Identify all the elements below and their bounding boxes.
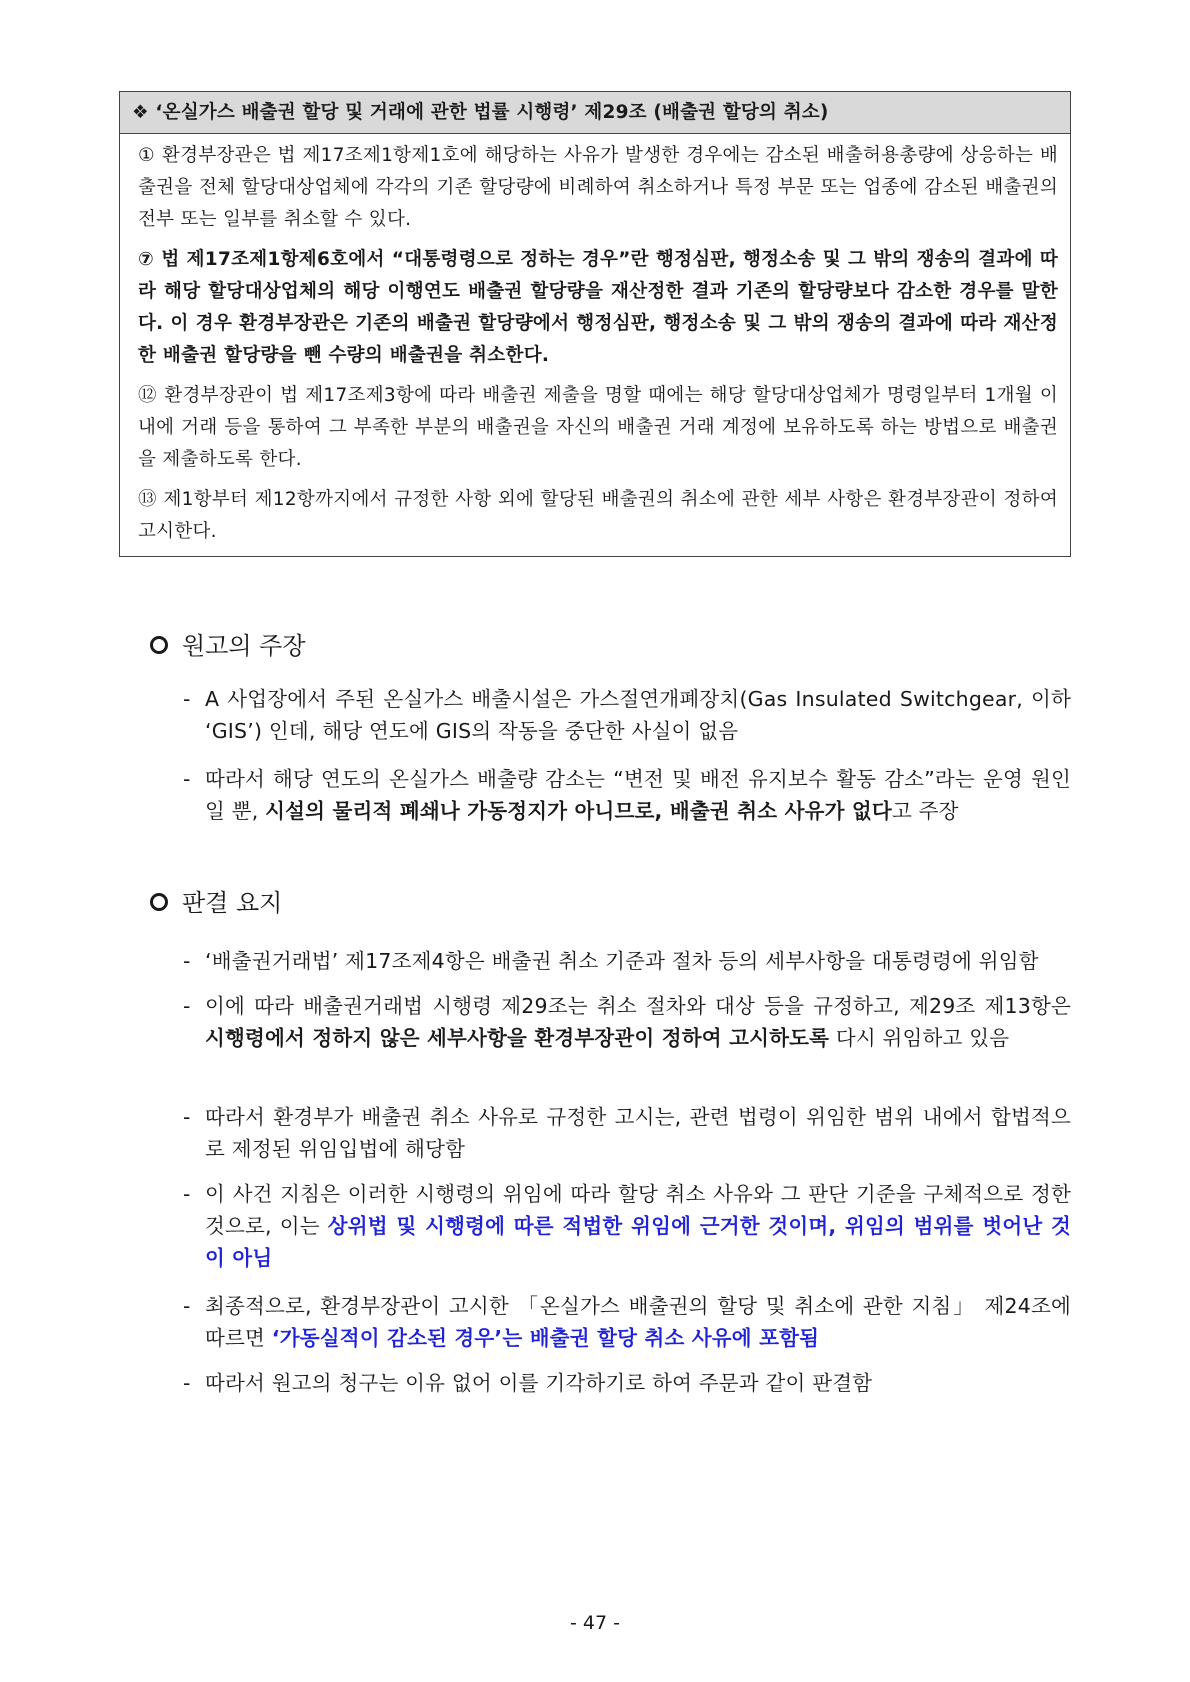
page-number: - 47 - bbox=[570, 1612, 620, 1634]
judgment-item-6: - 따라서 원고의 청구는 이유 없어 이를 기각하기로 하여 주문과 같이 판결함 bbox=[183, 1367, 1071, 1399]
plaintiff-item-1: - A 사업장에서 주된 온실가스 배출시설은 가스절연개폐장치(Gas Insulated Switchgear, 이하 ‘GIS’) 인데, 해당 연도에 GIS의 작동을 중단한 사실이 없음 bbox=[183, 683, 1071, 747]
judgment-heading bbox=[150, 888, 282, 918]
judgment-item-2-text: 이에 따라 배출권거래법 시행령 제29조는 취소 절차와 대상 등을 규정하고, 제29조 제13항은 시행령에서 정하지 않은 세부사항을 환경부장관이 정하여 고시하도록 다시 위임하고 있음 bbox=[205, 994, 1071, 1050]
law-excerpt-body bbox=[120, 134, 1070, 556]
circle-bullet-icon bbox=[150, 893, 168, 911]
plaintiff-item-2-text: 따라서 해당 연도의 온실가스 배출량 감소는 “변전 및 배전 유지보수 활동 감소”라는 운영 원인일 뿐, 시설의 물리적 폐쇄나 가동정지가 아니므로, 배출권 취소 사유가 없다고 주장 bbox=[205, 767, 1071, 823]
judgment-item-4-highlight: 상위법 및 시행령에 따른 적법한 위임에 근거한 것이며, 위임의 범위를 벗어난 것이 아님 bbox=[205, 1214, 1071, 1270]
judgment-item-2: - 이에 따라 배출권거래법 시행령 제29조는 취소 절차와 대상 등을 규정하고, 제29조 제13항은 시행령에서 정하지 않은 세부사항을 환경부장관이 정하여 고시하도록 다시 위임하고 있음 bbox=[183, 990, 1071, 1054]
judgment-item-6-text: 따라서 원고의 청구는 이유 없어 이를 기각하기로 하여 주문과 같이 판결함 bbox=[205, 1371, 873, 1395]
judgment-heading-text: 판결 요지 bbox=[182, 889, 283, 917]
judgment-item-5-highlight: ‘가동실적이 감소된 경우’는 배출권 할당 취소 사유에 포함됨 bbox=[271, 1326, 820, 1350]
law-paragraph-7: ⑦ 법 제17조제1항제6호에서 “대통령령으로 정하는 경우”란 행정심판, 행정소송 및 그 밖의 쟁송의 결과에 따라 해당 할당대상업체의 해당 이행연도 배출권 할당량을 재산정한 결과 기존의 할당량보다 감소한 경우를 말한다. 이 경우 환경부장관은 기존의 배출권 할당량에서 행정심판, 행정소송 및 그 밖의 쟁송의 결과에 따라 재산정한 배출권 할당량을 뺀 수량의 배출권을 취소한다. bbox=[138, 249, 1058, 366]
judgment-item-5-text: 최종적으로, 환경부장관이 고시한 「온실가스 배출권의 할당 및 취소에 관한 지침」 제24조에 따르면 ‘가동실적이 감소된 경우’는 배출권 할당 취소 사유에 포함됨 bbox=[205, 1294, 1071, 1350]
judgment-item-5: - 최종적으로, 환경부장관이 고시한 「온실가스 배출권의 할당 및 취소에 관한 지침」 제24조에 따르면 ‘가동실적이 감소된 경우’는 배출권 할당 취소 사유에 포함됨 bbox=[183, 1290, 1071, 1354]
plaintiff-item-2: - 따라서 해당 연도의 온실가스 배출량 감소는 “변전 및 배전 유지보수 활동 감소”라는 운영 원인일 뿐, 시설의 물리적 폐쇄나 가동정지가 아니므로, 배출권 취소 사유가 없다고 주장 bbox=[183, 763, 1071, 827]
plaintiff-item-1-text: A 사업장에서 주된 온실가스 배출시설은 가스절연개폐장치(Gas Insulated Switchgear, 이하 ‘GIS’) 인데, 해당 연도에 GIS의 작동을 중단한 사실이 없음 bbox=[205, 687, 1071, 743]
plaintiff-heading bbox=[150, 631, 306, 661]
plaintiff-heading-text: 원고의 주장 bbox=[182, 632, 306, 660]
circle-bullet-icon bbox=[150, 636, 168, 654]
law-paragraph-13: ⑬ 제1항부터 제12항까지에서 규정한 사항 외에 할당된 배출권의 취소에 관한 세부 사항은 환경부장관이 정하여 고시한다. bbox=[138, 489, 1058, 542]
law-excerpt-box bbox=[119, 91, 1071, 557]
law-paragraph-1: ① 환경부장관은 법 제17조제1항제1호에 해당하는 사유가 발생한 경우에는 감소된 배출허용총량에 상응하는 배출권을 전체 할당대상업체에 각각의 기존 할당량에 비례하여 취소하거나 특정 부문 또는 업종에 감소된 배출권의 전부 또는 일부를 취소할 수 있다. bbox=[138, 145, 1058, 230]
judgment-item-3-text: 따라서 환경부가 배출권 취소 사유로 규정한 고시는, 관련 법령이 위임한 범위 내에서 합법적으로 제정된 위임입법에 해당함 bbox=[205, 1105, 1071, 1161]
judgment-item-1-text: ‘배출권거래법’ 제17조제4항은 배출권 취소 기준과 절차 등의 세부사항을 대통령령에 위임함 bbox=[205, 949, 1039, 973]
judgment-item-2-emphasis: 시행령에서 정하지 않은 세부사항을 환경부장관이 정하여 고시하도록 bbox=[205, 1026, 830, 1050]
judgment-item-4-text: 이 사건 지침은 이러한 시행령의 위임에 따라 할당 취소 사유와 그 판단 기준을 구체적으로 정한 것으로, 이는 상위법 및 시행령에 따른 적법한 위임에 근거한 것이며, 위임의 범위를 벗어난 것이 아님 bbox=[205, 1182, 1071, 1270]
law-excerpt-header: ❖ ‘온실가스 배출권 할당 및 거래에 관한 법률 시행령’ 제29조 (배출권 할당의 취소) bbox=[120, 92, 1070, 134]
judgment-item-1: - ‘배출권거래법’ 제17조제4항은 배출권 취소 기준과 절차 등의 세부사항을 대통령령에 위임함 bbox=[183, 945, 1071, 977]
judgment-item-4: - 이 사건 지침은 이러한 시행령의 위임에 따라 할당 취소 사유와 그 판단 기준을 구체적으로 정한 것으로, 이는 상위법 및 시행령에 따른 적법한 위임에 근거한 것이며, 위임의 범위를 벗어난 것이 아님 bbox=[183, 1178, 1071, 1274]
plaintiff-item-2-emphasis: 시설의 물리적 폐쇄나 가동정지가 아니므로, 배출권 취소 사유가 없다 bbox=[265, 799, 892, 823]
judgment-item-3: - 따라서 환경부가 배출권 취소 사유로 규정한 고시는, 관련 법령이 위임한 범위 내에서 합법적으로 제정된 위임입법에 해당함 bbox=[183, 1101, 1071, 1165]
law-paragraph-12: ⑫ 환경부장관이 법 제17조제3항에 따라 배출권 제출을 명할 때에는 해당 할당대상업체가 명령일부터 1개월 이내에 거래 등을 통하여 그 부족한 부분의 배출권을 자신의 배출권 거래 계정에 보유하도록 하는 방법으로 배출권을 제출하도록 한다. bbox=[138, 385, 1058, 470]
